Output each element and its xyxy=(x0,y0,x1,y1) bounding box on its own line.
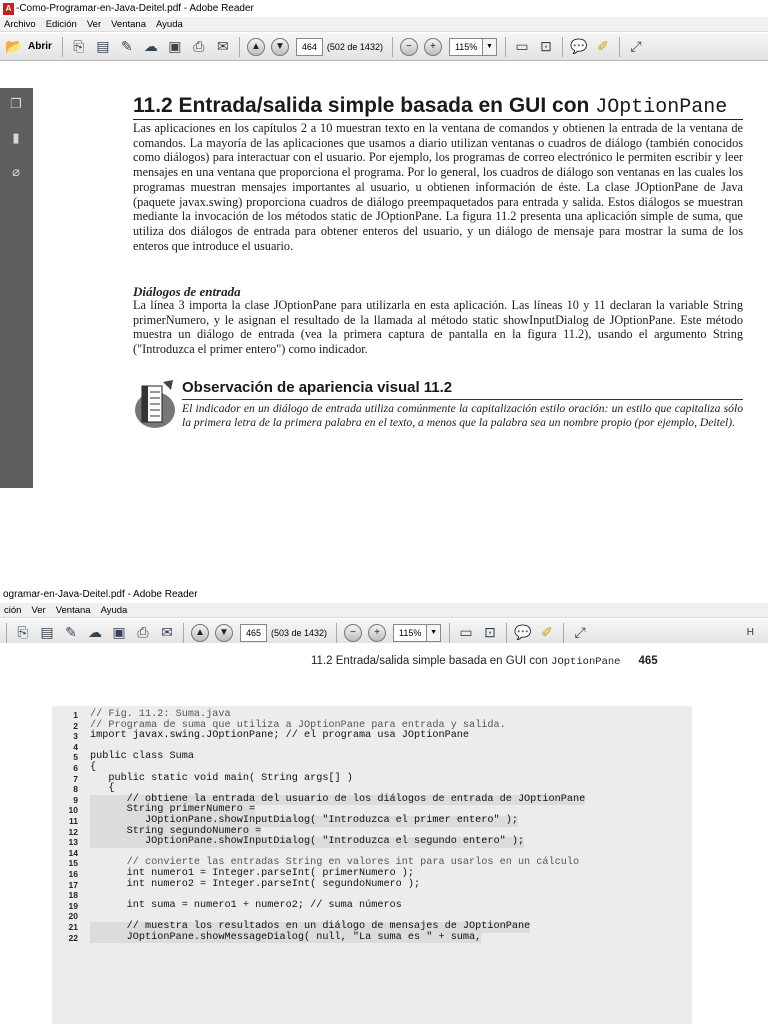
input-dialogs-paragraph: La línea 3 importa la clase JOptionPane para utilizarla en esta aplicación. Las líneas 10 y 11 declaran la variable String primerNumero, y le asignan el resultado de la llamada al método static showInputDialog de JOptionPane. Este método muestra un diálogo de entrada (vea la primera captura de pantalla en la figura 11.2), usando el argumento String ("Introduzca el primer entero") como indicador. xyxy=(133,298,743,357)
code-text: // Programa de suma que utiliza a JOptionPane para entrada y salida. xyxy=(90,719,506,731)
zoom-input[interactable]: 115% xyxy=(393,624,427,642)
observation-text: El indicador en un diálogo de entrada utiliza comúnmente la capitalización estilo oración: un estilo que capitaliza sólo la primera letra de la primera palabra en el texto, a menos que la palabra sea un nombre propio (por ejemplo, Deitel). xyxy=(182,402,743,429)
zoom-dropdown-icon[interactable]: ▼ xyxy=(427,624,441,642)
section-rule xyxy=(133,119,743,120)
observation-rule xyxy=(182,399,743,400)
next-page-icon[interactable]: ▼ xyxy=(271,38,289,56)
code-text: public static void main( String args[] ) xyxy=(90,772,353,784)
toolbar-divider xyxy=(336,623,337,643)
menu-edicion[interactable]: Edición xyxy=(45,18,77,30)
title-bar xyxy=(0,0,768,17)
code-line xyxy=(52,869,692,880)
adobe-pdf-icon: A xyxy=(3,3,14,15)
code-text: // Fig. 11.2: Suma.java xyxy=(90,709,231,720)
toolbar-divider xyxy=(506,623,507,643)
toolbar-divider xyxy=(562,37,563,57)
zoom-out-icon[interactable]: − xyxy=(344,624,362,642)
toolbar-divider xyxy=(449,623,450,643)
code-text: String segundoNumero = xyxy=(90,825,262,837)
line-number: 6 xyxy=(73,763,78,773)
highlight-icon[interactable]: ✐ xyxy=(541,624,553,640)
line-number: 18 xyxy=(68,890,78,901)
code-line xyxy=(52,816,692,827)
code-text: int numero2 = Integer.parseInt( segundoNumero ); xyxy=(90,878,421,890)
fit-page-icon[interactable]: ▭ xyxy=(515,38,529,54)
toolbar-divider xyxy=(183,623,184,643)
menu-ayuda[interactable]: Ayuda xyxy=(156,18,183,30)
code-line xyxy=(52,710,692,721)
line-number: 9 xyxy=(73,794,78,805)
line-number: 19 xyxy=(68,900,78,911)
section-title-text: 11.2 Entrada/salida simple basada en GUI con xyxy=(133,94,596,117)
zoom-in-icon[interactable]: + xyxy=(424,38,442,56)
line-number: 21 xyxy=(68,922,78,932)
expand-icon[interactable]: ⤢ xyxy=(630,38,642,54)
pdf-document-icon[interactable]: ▤ xyxy=(96,38,110,54)
pages-icon[interactable]: ❐ xyxy=(10,96,22,111)
line-number: 16 xyxy=(68,869,78,879)
comment-icon[interactable]: 💬 xyxy=(514,624,532,640)
code-text: String primerNumero = xyxy=(90,804,256,816)
menu-bar xyxy=(0,603,768,618)
next-page-icon[interactable]: ▼ xyxy=(215,624,233,642)
save-icon[interactable]: ▣ xyxy=(112,624,126,640)
menu-edicion[interactable]: ción xyxy=(4,604,22,616)
page-count: (503 de 1432) xyxy=(271,627,328,638)
create-pdf-icon[interactable]: ⎘ xyxy=(73,38,85,54)
highlight-icon[interactable]: ✐ xyxy=(597,38,609,54)
code-line xyxy=(52,731,692,742)
menu-ayuda[interactable]: Ayuda xyxy=(100,604,128,616)
previous-page-icon[interactable]: ▲ xyxy=(191,624,209,642)
upload-icon[interactable]: ☁ xyxy=(143,38,158,54)
code-line xyxy=(52,901,692,912)
code-text: JOptionPane.showMessageDialog( null, "La suma es " + suma, xyxy=(90,931,482,943)
reader-window-page-464 xyxy=(0,0,768,488)
line-number: 17 xyxy=(68,879,78,890)
upload-icon[interactable]: ☁ xyxy=(88,624,102,640)
code-text: public class Suma xyxy=(90,751,194,763)
observation-book-icon xyxy=(133,378,177,430)
comment-icon[interactable]: 💬 xyxy=(570,38,588,54)
line-number: 22 xyxy=(68,932,78,943)
toolbar-divider xyxy=(392,37,393,57)
reader-window-page-465 xyxy=(0,586,768,1024)
menu-bar xyxy=(0,17,768,32)
email-icon[interactable]: ✉ xyxy=(217,38,229,54)
pdf-document-icon[interactable]: ▤ xyxy=(40,624,54,640)
window-title: ogramar-en-Java-Deitel.pdf - Adobe Reader xyxy=(3,589,198,600)
fit-page-icon[interactable]: ▭ xyxy=(459,624,473,640)
observation-title: Observación de apariencia visual 11.2 xyxy=(182,379,453,396)
page-number: 465 xyxy=(638,655,658,667)
open-folder-icon[interactable]: 📂 xyxy=(5,38,23,54)
code-line xyxy=(52,763,692,774)
line-number: 15 xyxy=(68,858,78,869)
toolbar xyxy=(0,33,768,61)
line-number: 2 xyxy=(73,720,78,731)
code-text: int numero1 = Integer.parseInt( primerNumero ); xyxy=(90,868,415,879)
line-number: 8 xyxy=(73,784,78,795)
navigation-panel xyxy=(0,88,33,488)
running-head xyxy=(311,655,658,668)
window-title: -Como-Programar-en-Java-Deitel.pdf - Adobe Reader xyxy=(16,3,254,14)
menu-ver[interactable]: Ver xyxy=(31,604,46,616)
line-number: 3 xyxy=(73,731,78,742)
fit-width-icon[interactable]: ⊡ xyxy=(540,38,552,54)
intro-paragraph: Las aplicaciones en los capítulos 2 a 10 muestran texto en la ventana de comandos y obtienen la entrada de la ventana de comandos. La mayoría de las aplicaciones que usamos a diario utilizan ventanas o cuadros de diálogo (también conocidos como diálogos) para interactuar con el usuario. Por ejemplo, los programas de correo electrónico le permiten escribir y leer mensajes en una ventana que proporciona el programa. Por lo general, los cuadros de diálogo son ventanas en las cuales los programas muestran mensajes importantes al usuario, u obtienen información de éste. La clase JOptionPane de Java (paquete javax.swing) proporciona cuadros de diálogo preempaquetados para entrada y salida. Estos diálogos se muestran mediante la invocación de los métodos static de JOptionPane. La figura 11.2 presenta una aplicación simple de suma, que utiliza dos diálogos de entrada para obtener enteros del usuario, y un diálogo de mensaje para mostrar la suma de los enteros que introduce el usuario. xyxy=(133,121,743,253)
code-line xyxy=(52,922,692,933)
toolbar-trailing-text[interactable]: H xyxy=(746,627,754,638)
code-line xyxy=(52,933,692,944)
section-title-code: JOptionPane xyxy=(595,96,728,119)
line-number: 13 xyxy=(68,837,78,848)
code-text: // obtiene la entrada del usuario de los diálogos de entrada de JOptionPane xyxy=(90,793,586,805)
document-page-464 xyxy=(33,88,768,488)
line-number: 5 xyxy=(73,752,78,763)
previous-page-icon[interactable]: ▲ xyxy=(247,38,265,56)
code-listing xyxy=(52,706,692,1024)
line-number: 7 xyxy=(73,773,78,784)
toolbar-divider xyxy=(6,623,7,643)
line-number: 11 xyxy=(69,816,78,826)
open-button-label[interactable]: Abrir xyxy=(28,41,52,52)
page-count: (502 de 1432) xyxy=(326,41,383,52)
menu-ventana[interactable]: Ventana xyxy=(111,18,146,30)
code-line xyxy=(52,837,692,848)
subheading: Diálogos de entrada xyxy=(133,284,241,299)
attachment-icon[interactable]: ⌀ xyxy=(12,164,20,179)
toolbar-divider xyxy=(619,37,620,57)
code-text: // convierte las entradas String en valores int para usarlos en un cálculo xyxy=(90,857,580,869)
edit-icon[interactable]: ✎ xyxy=(121,38,133,54)
zoom-input[interactable]: 115% xyxy=(449,38,483,56)
line-number: 20 xyxy=(68,911,78,922)
code-text: int suma = numero1 + numero2; // suma números xyxy=(90,899,402,911)
toolbar-divider xyxy=(563,623,564,643)
running-head-code: JOptionPane xyxy=(551,656,621,668)
edit-icon[interactable]: ✎ xyxy=(65,624,77,640)
menu-ver[interactable]: Ver xyxy=(86,18,102,30)
save-icon[interactable]: ▣ xyxy=(168,38,182,54)
line-number: 12 xyxy=(68,826,78,837)
title-bar xyxy=(0,586,768,603)
page-number-input[interactable]: 465 xyxy=(240,624,267,642)
zoom-out-icon[interactable]: − xyxy=(400,38,418,56)
document-page-465 xyxy=(0,643,768,1024)
code-text: { xyxy=(90,783,115,795)
zoom-in-icon[interactable]: + xyxy=(368,624,386,642)
line-number: 14 xyxy=(68,847,78,858)
expand-icon[interactable]: ⤢ xyxy=(574,624,586,640)
code-text: JOptionPane.showInputDialog( "Introduzca el primer entero" ); xyxy=(90,815,518,826)
code-line xyxy=(52,880,692,891)
menu-archivo[interactable]: Archivo xyxy=(4,18,36,30)
code-text: JOptionPane.showInputDialog( "Introduzca el segundo entero" ); xyxy=(90,836,525,848)
email-icon[interactable]: ✉ xyxy=(161,624,173,640)
section-title xyxy=(133,94,727,119)
print-icon[interactable]: ⎙ xyxy=(193,38,205,54)
toolbar-divider xyxy=(62,37,63,57)
line-number: 10 xyxy=(68,805,78,816)
line-number: 4 xyxy=(73,741,78,752)
zoom-dropdown-icon[interactable]: ▼ xyxy=(483,38,497,56)
bookmark-icon[interactable]: ▮ xyxy=(12,130,20,145)
create-pdf-icon[interactable]: ⎘ xyxy=(17,624,29,640)
code-text: { xyxy=(90,762,97,773)
toolbar-divider xyxy=(505,37,506,57)
line-number: 1 xyxy=(73,710,78,720)
code-text: // muestra los resultados en un diálogo de mensajes de JOptionPane xyxy=(90,921,531,932)
code-line xyxy=(52,752,692,763)
code-text: import javax.swing.JOptionPane; // el programa usa JOptionPane xyxy=(90,730,470,742)
page-number-input[interactable]: 464 xyxy=(296,38,323,56)
toolbar-divider xyxy=(239,37,240,57)
code-line xyxy=(52,774,692,785)
fit-width-icon[interactable]: ⊡ xyxy=(484,624,496,640)
menu-ventana[interactable]: Ventana xyxy=(55,604,91,616)
running-head-text: 11.2 Entrada/salida simple basada en GUI con xyxy=(311,655,552,667)
print-icon[interactable]: ⎙ xyxy=(137,624,149,640)
